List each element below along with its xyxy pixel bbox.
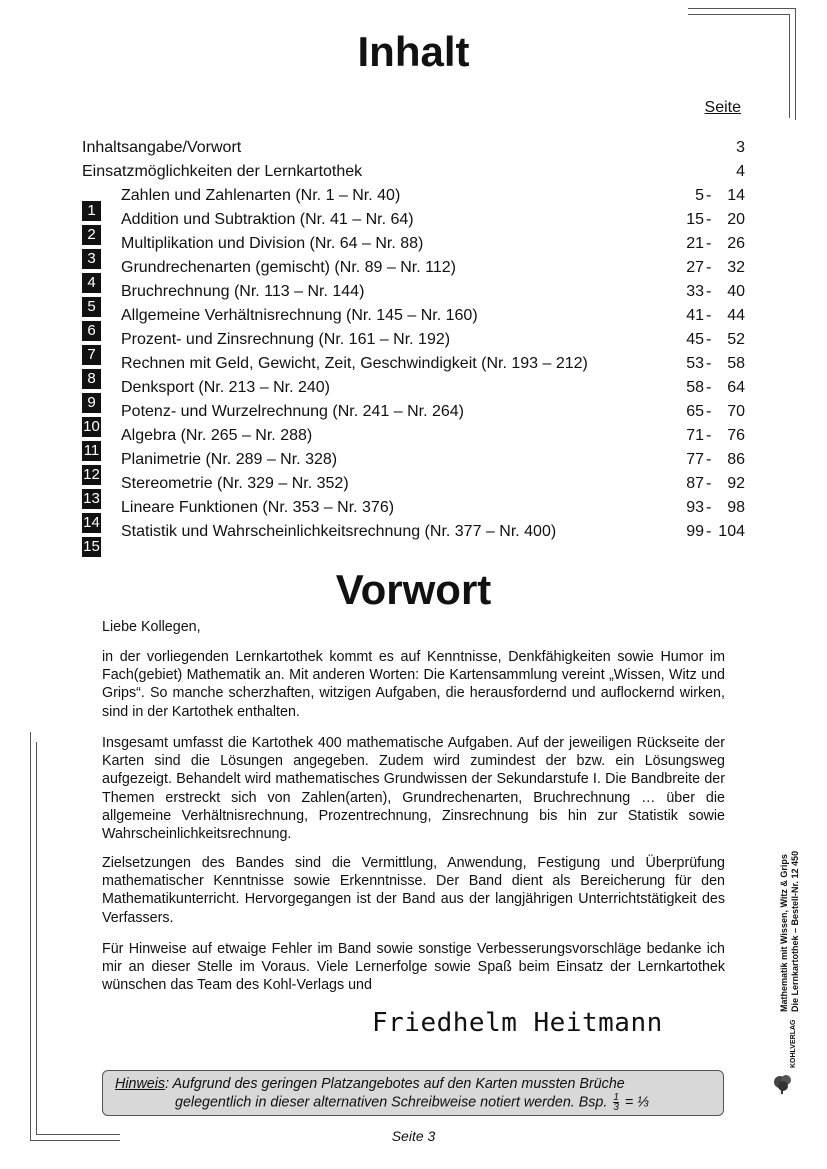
toc-entry-title: Bruchrechnung (Nr. 113 – Nr. 144) (121, 283, 365, 300)
chapter-number-badge: 3 (82, 249, 101, 269)
toc-row (0, 520, 827, 544)
toc-entry-title: Lineare Funktionen (Nr. 353 – Nr. 376) (121, 499, 395, 516)
toc-row (0, 472, 827, 496)
toc-page-end: 20 (727, 211, 745, 228)
toc-page-end: 64 (727, 379, 745, 396)
toc-row (0, 136, 827, 160)
toc-entry-title: Addition und Subtraktion (Nr. 41 – Nr. 64) (121, 211, 414, 228)
toc-page-end: 76 (727, 427, 745, 444)
toc-page-end: 98 (727, 499, 745, 516)
toc-page-end: 14 (727, 187, 745, 204)
toc-entry-title: Zahlen und Zahlenarten (Nr. 1 – Nr. 40) (121, 187, 401, 204)
toc-page-start: 93 (686, 499, 704, 516)
toc-entry-title: Algebra (Nr. 265 – Nr. 288) (121, 427, 313, 444)
preface-paragraph-1: in der vorliegenden Lernkartothek kommt es auf Kenntnisse, Denkfähigkeiten sowie Humor im Fach(gebiet) Mathematik an. Mit anderen Worten: Die Kartensammlung vereint „Wissen, Witz und Grips“. So manche scherzhaften, witzigen Aufgaben, die herausfordernd und auflockernd wirken, sind in der Kartothek enthalten. (102, 649, 725, 720)
chapter-number-badge: 11 (83, 442, 100, 459)
preface-paragraph-2: Insgesamt umfasst die Kartothek 400 mathematische Aufgaben. Auf der jeweiligen Rückseite der Karten sind die Lösungen angegeben. Zudem wird zumindest der bzw. ein Lösungsweg aufgezeigt. Behandelt wird mathematisches Grundwissen der Sekundarstufe I. Die Bandbreite der Themen erstreckt sich von Zahlen(arten), Grundrechenarten, Bruchrechnung … über die allgemeine Verhältnisrechnung, Prozentrechnung, Zinsrechnung bis hin zur Statistik sowie Wahrscheinlichkeitsrechnung. (102, 735, 725, 843)
toc-page-dash: - (706, 283, 712, 300)
preface-title: Vorwort (335, 566, 492, 613)
toc-entry-title: Grundrechenarten (gemischt) (Nr. 89 – Nr. 112) (121, 259, 456, 276)
toc-page-dash: - (706, 331, 712, 348)
frame-bottom-left-v2 (36, 742, 37, 1134)
publisher-logo-icon (771, 1070, 793, 1096)
toc-page-end: 92 (727, 475, 745, 492)
chapter-number-badge: 15 (83, 538, 100, 555)
toc-entry-title: Stereometrie (Nr. 329 – Nr. 352) (121, 475, 349, 492)
frame-top-right-h (688, 8, 796, 9)
toc-page-start: 45 (686, 331, 704, 348)
hint-line-2 (175, 1093, 649, 1112)
sidebar-series-title: Mathematik mit Wissen, Witz & Grips (779, 854, 789, 1012)
toc-entry-title: Allgemeine Verhältnisrechnung (Nr. 145 – Nr. 160) (121, 307, 478, 324)
toc-page-end: 58 (727, 355, 745, 372)
hint-box (102, 1070, 724, 1116)
toc-row (0, 328, 827, 352)
toc-entry-title: Prozent- und Zinsrechnung (Nr. 161 – Nr. 192) (121, 331, 451, 348)
toc-page-end: 3 (736, 139, 745, 156)
toc-entry-title: Inhaltsangabe/Vorwort (82, 139, 242, 156)
toc-entry-title: Planimetrie (Nr. 289 – Nr. 328) (121, 451, 338, 468)
chapter-number-badge: 12 (83, 466, 100, 483)
toc-page-dash: - (706, 475, 712, 492)
hint-text-2: gelegentlich in dieser alternativen Schreibweise notiert werden. Bsp. (175, 1094, 608, 1111)
toc-row (0, 232, 827, 256)
toc-page-dash: - (706, 523, 712, 540)
toc-entry-title: Denksport (Nr. 213 – Nr. 240) (121, 379, 330, 396)
toc-page-dash: - (706, 499, 712, 516)
toc-page-dash: - (706, 451, 712, 468)
toc-row (0, 424, 827, 448)
toc-page-dash: - (706, 259, 712, 276)
sidebar-order-number: Die Lernkartothek – Bestell-Nr. 12 450 (790, 850, 800, 1012)
chapter-number-badge: 9 (82, 393, 101, 413)
toc-page-start: 65 (686, 403, 704, 420)
toc-page-dash: - (706, 211, 712, 228)
toc-page-dash: - (706, 235, 712, 252)
toc-entry-title: Rechnen mit Geld, Gewicht, Zeit, Geschwindigkeit (Nr. 193 – 212) (121, 355, 588, 372)
toc-page-end: 26 (727, 235, 745, 252)
toc-page-start: 53 (686, 355, 704, 372)
toc-row (0, 256, 827, 280)
toc-page-start: 27 (686, 259, 704, 276)
chapter-number-badge: 7 (82, 345, 101, 365)
toc-row (0, 184, 827, 208)
toc-row (0, 352, 827, 376)
toc-page-end: 32 (727, 259, 745, 276)
toc-page-dash: - (706, 187, 712, 204)
toc-row (0, 400, 827, 424)
toc-page-end: 40 (727, 283, 745, 300)
chapter-number-badge: 5 (82, 297, 101, 317)
toc-page-dash: - (706, 355, 712, 372)
toc-page-start: 99 (686, 523, 704, 540)
fraction-example (613, 1093, 619, 1112)
toc-page-start: 15 (686, 211, 704, 228)
fraction-alt: = ⅓ (624, 1094, 650, 1111)
page-title: Inhalt (357, 28, 470, 75)
chapter-number-badge: 13 (83, 490, 100, 507)
fraction-denominator: 3 (613, 1102, 619, 1113)
chapter-number-badge: 2 (82, 225, 101, 245)
toc-page-dash: - (706, 379, 712, 396)
toc-row (0, 304, 827, 328)
hint-text-1: : Aufgrund des geringen Platzangebotes auf den Karten mussten Brüche (165, 1076, 625, 1092)
chapter-number-badge: 4 (82, 273, 101, 293)
fraction-numerator: 1 (613, 1092, 619, 1103)
toc-page-start: 71 (686, 427, 704, 444)
toc-page-start: 33 (686, 283, 704, 300)
publisher-name: KOHLVERLAG (790, 1019, 797, 1068)
page-column-label: Seite (704, 99, 741, 116)
toc-page-end: 44 (727, 307, 745, 324)
frame-top-right-h2 (688, 14, 789, 15)
toc-page-start: 58 (686, 379, 704, 396)
chapter-number-badge: 8 (82, 369, 101, 389)
toc-row (0, 496, 827, 520)
toc-page-end: 104 (718, 523, 745, 540)
toc-page-start: 41 (686, 307, 704, 324)
toc-page-end: 4 (736, 163, 745, 180)
toc-page-dash: - (706, 403, 712, 420)
toc-entry-title: Potenz- und Wurzelrechnung (Nr. 241 – Nr. 264) (121, 403, 464, 420)
toc-row (0, 280, 827, 304)
toc-page-end: 52 (727, 331, 745, 348)
toc-page-start: 5 (695, 187, 704, 204)
preface-paragraph-4: Für Hinweise auf etwaige Fehler im Band sowie sonstige Verbesserungsvorschläge bedanke ich mir an dieser Stelle im Voraus. Viele Lernerfolge sowie Spaß beim Einsatz der Lernkartothek wünschen das Team des Kohl-Verlags und (102, 941, 725, 994)
toc-row (0, 208, 827, 232)
preface-paragraph-3: Zielsetzungen des Bandes sind die Vermittlung, Anwendung, Festigung und Überprüfung mathematischer Kenntnisse sowie Erkenntnisse. Der Band dient als Bereicherung für den Mathematikunterricht. Hervorgegangen ist der Band aus der langjährigen Unterrichtstätigkeit des Verfassers. (102, 855, 725, 926)
hint-line-1 (115, 1075, 625, 1093)
page-footer: Seite 3 (391, 1128, 436, 1144)
toc-row (0, 376, 827, 400)
toc-page-dash: - (706, 427, 712, 444)
toc-entry-title: Statistik und Wahrscheinlichkeitsrechnung (Nr. 377 – Nr. 400) (121, 523, 557, 540)
toc-page-dash: - (706, 307, 712, 324)
chapter-number-badge: 1 (82, 201, 101, 221)
toc-entry-title: Einsatzmöglichkeiten der Lernkartothek (82, 163, 363, 180)
chapter-number-badge: 10 (83, 418, 100, 435)
chapter-number-badge: 14 (83, 514, 100, 531)
preface-greeting: Liebe Kollegen, (102, 619, 201, 635)
frame-bottom-left-v (30, 732, 31, 1140)
toc-page-end: 70 (727, 403, 745, 420)
toc-page-start: 21 (686, 235, 704, 252)
toc-entry-title: Multiplikation und Division (Nr. 64 – Nr. 88) (121, 235, 424, 252)
hint-label: Hinweis (115, 1076, 166, 1092)
toc-page-start: 77 (686, 451, 704, 468)
toc-page-end: 86 (727, 451, 745, 468)
toc-row (0, 160, 827, 184)
toc-row (0, 448, 827, 472)
author-signature: Friedhelm Heitmann (372, 1008, 663, 1038)
toc-page-start: 87 (686, 475, 704, 492)
chapter-number-badge: 6 (82, 321, 101, 341)
